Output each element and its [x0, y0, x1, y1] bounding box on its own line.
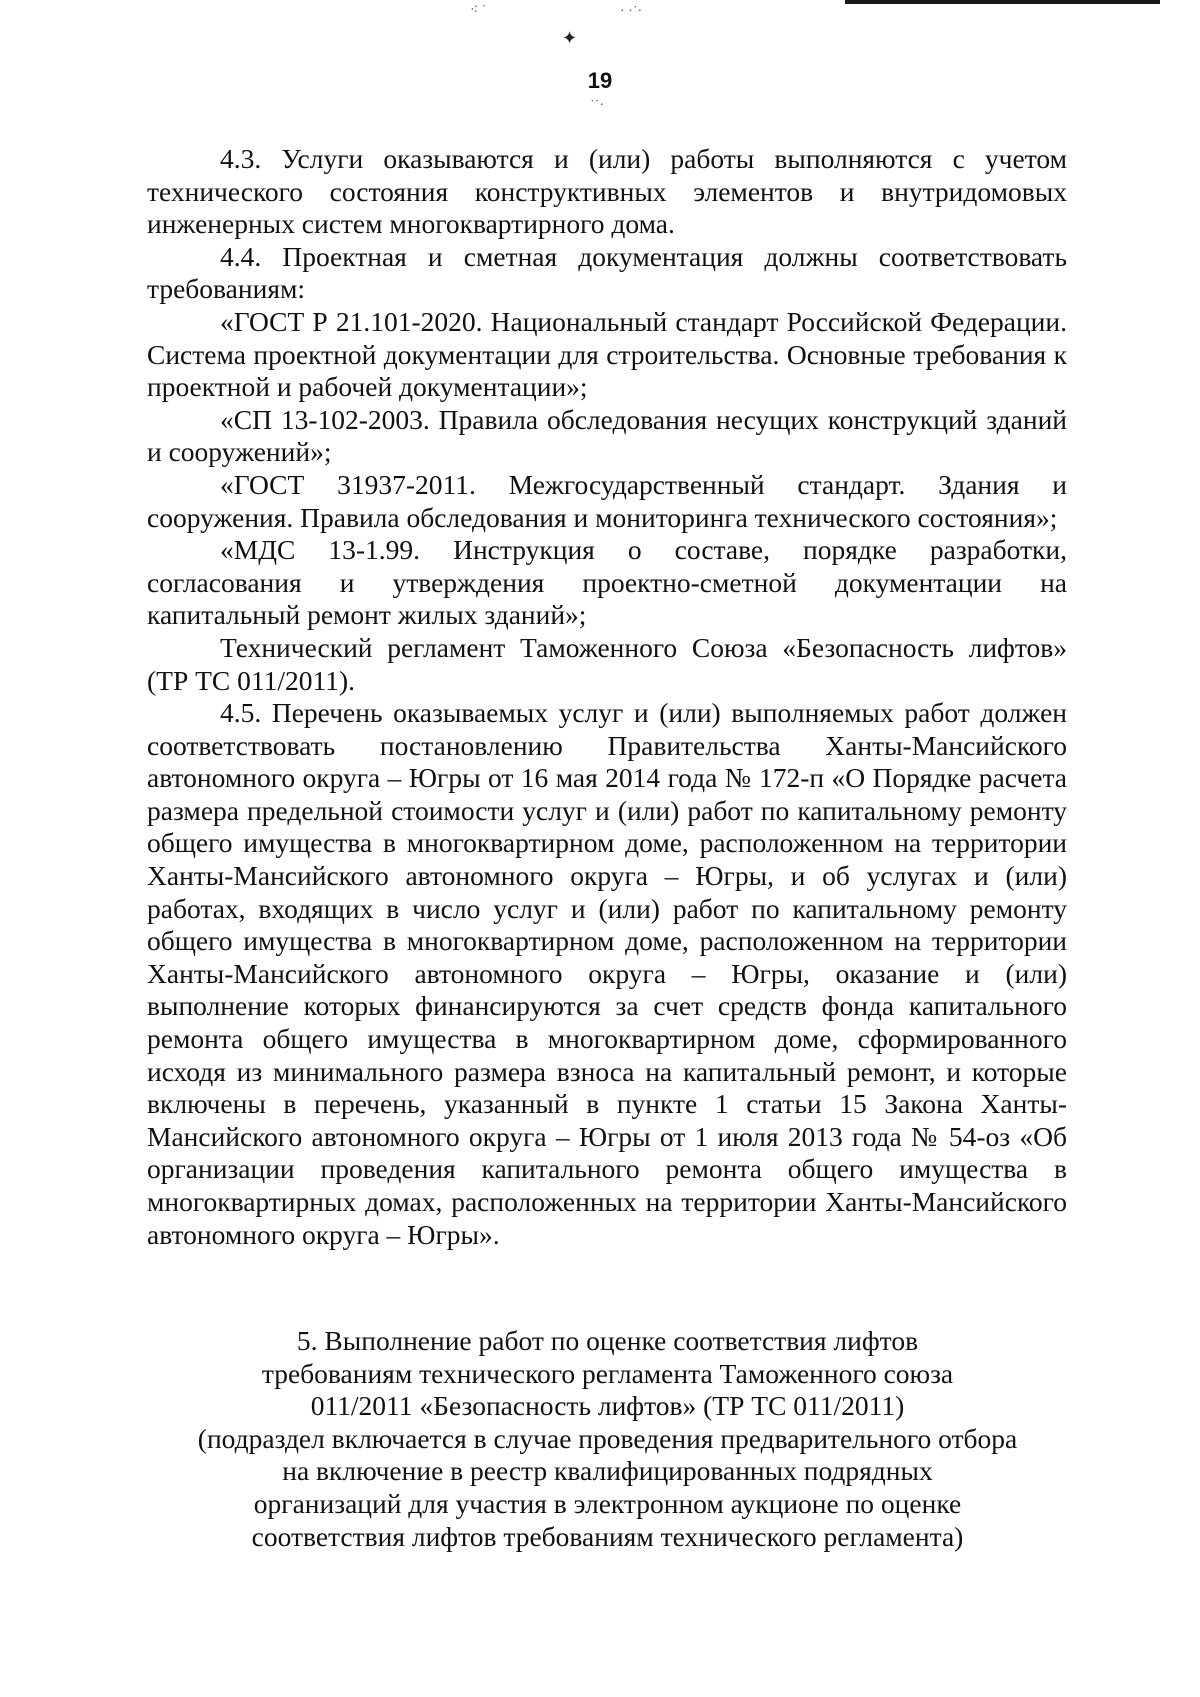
standard-sp-13-102: «СП 13-102-2003. Правила обследования несущих конструкций зданий и сооружений»;	[147, 403, 1067, 468]
section-heading-line: на включение в реестр квалифицированных подрядных	[282, 1455, 933, 1487]
section-heading-line: 011/2011 «Безопасность лифтов» (ТР ТС 011/2011)	[310, 1390, 905, 1422]
scan-speck: · ·˙·	[620, 4, 643, 19]
paragraph-4-4: 4.4. Проектная и сметная документация должны соответствовать требованиям:	[147, 240, 1067, 305]
standard-gost-r-21-101: «ГОСТ Р 21.101-2020. Национальный стандарт Российской Федерации. Система проектной документации для строительства. Основные требования к проектной и рабочей документации»;	[147, 305, 1067, 403]
page-number: 19	[587, 68, 613, 93]
section-heading-line: 5. Выполнение работ по оценке соответствия лифтов	[296, 1325, 919, 1356]
section-heading-line: соответствия лифтов требованиям технического регламента)	[251, 1520, 964, 1552]
scan-speck: ✦	[562, 28, 578, 48]
section-heading-line: организаций для участия в электронном аукционе по оценке	[253, 1487, 962, 1519]
scan-edge-rule	[845, 0, 1160, 4]
standard-mds-13-1: «МДС 13-1.99. Инструкция о составе, порядке разработки, согласования и утверждения проектно-сметной документации на капитальный ремонт жилых зданий»;	[147, 534, 1067, 631]
standard-tr-ts-011: Технический регламент Таможенного Союза «Безопасность лифтов» (ТР ТС 011/2011).	[147, 631, 1067, 696]
paragraph-4-5: 4.5. Перечень оказываемых услуг и (или) выполняемых работ должен соответствовать постановлению Правительства Ханты-Мансийского автономного округа – Югры от 16 мая 2014 года № 172-п «О Порядке расчета размера предельной стоимости услуг и (или) работ по капитальному ремонту общего имущества в многоквартирном доме, расположенном на территории Ханты-Мансийского автономного округа – Югры, и об услугах и (или) работах, входящих в число услуг и (или) работ по капитальному ремонту общего имущества в многоквартирном доме, расположенном на территории Ханты-Мансийского автономного округа – Югры, оказание и (или) выполнение которых финансируются за счет средств фонда капитального ремонта общего имущества в многоквартирном доме, сформированного исходя из минимального размера взноса на капитальный ремонт, и которые включены в перечень, указанный в пункте 1 статьи 15 Закона Ханты-Мансийского автономного округа – Югры от 1 июля 2013 года № 54-оз «Об организации проведения капитального ремонта общего имущества в многоквартирных домах, расположенных на территории Ханты-Мансийского автономного округа – Югры».	[147, 697, 1067, 1250]
scan-speck: ˙˙·	[590, 98, 604, 113]
section-heading-line: (подраздел включается в случае проведения предварительного отбора	[197, 1422, 1018, 1454]
standard-gost-31937: «ГОСТ 31937-2011. Межгосударственный стандарт. Здания и сооружения. Правила обследования и мониторинга технического состояния»;	[147, 468, 1067, 533]
body-text	[147, 143, 1067, 1251]
section-5-heading	[140, 1325, 1075, 1553]
scan-speck: ⁖ ˙	[470, 3, 487, 18]
section-heading-line: требованиям технического регламента Таможенного союза	[261, 1357, 954, 1389]
paragraph-4-3: 4.3. Услуги оказываются и (или) работы выполняются с учетом технического состояния конструктивных элементов и внутридомовых инженерных систем многоквартирного дома.	[147, 143, 1067, 240]
